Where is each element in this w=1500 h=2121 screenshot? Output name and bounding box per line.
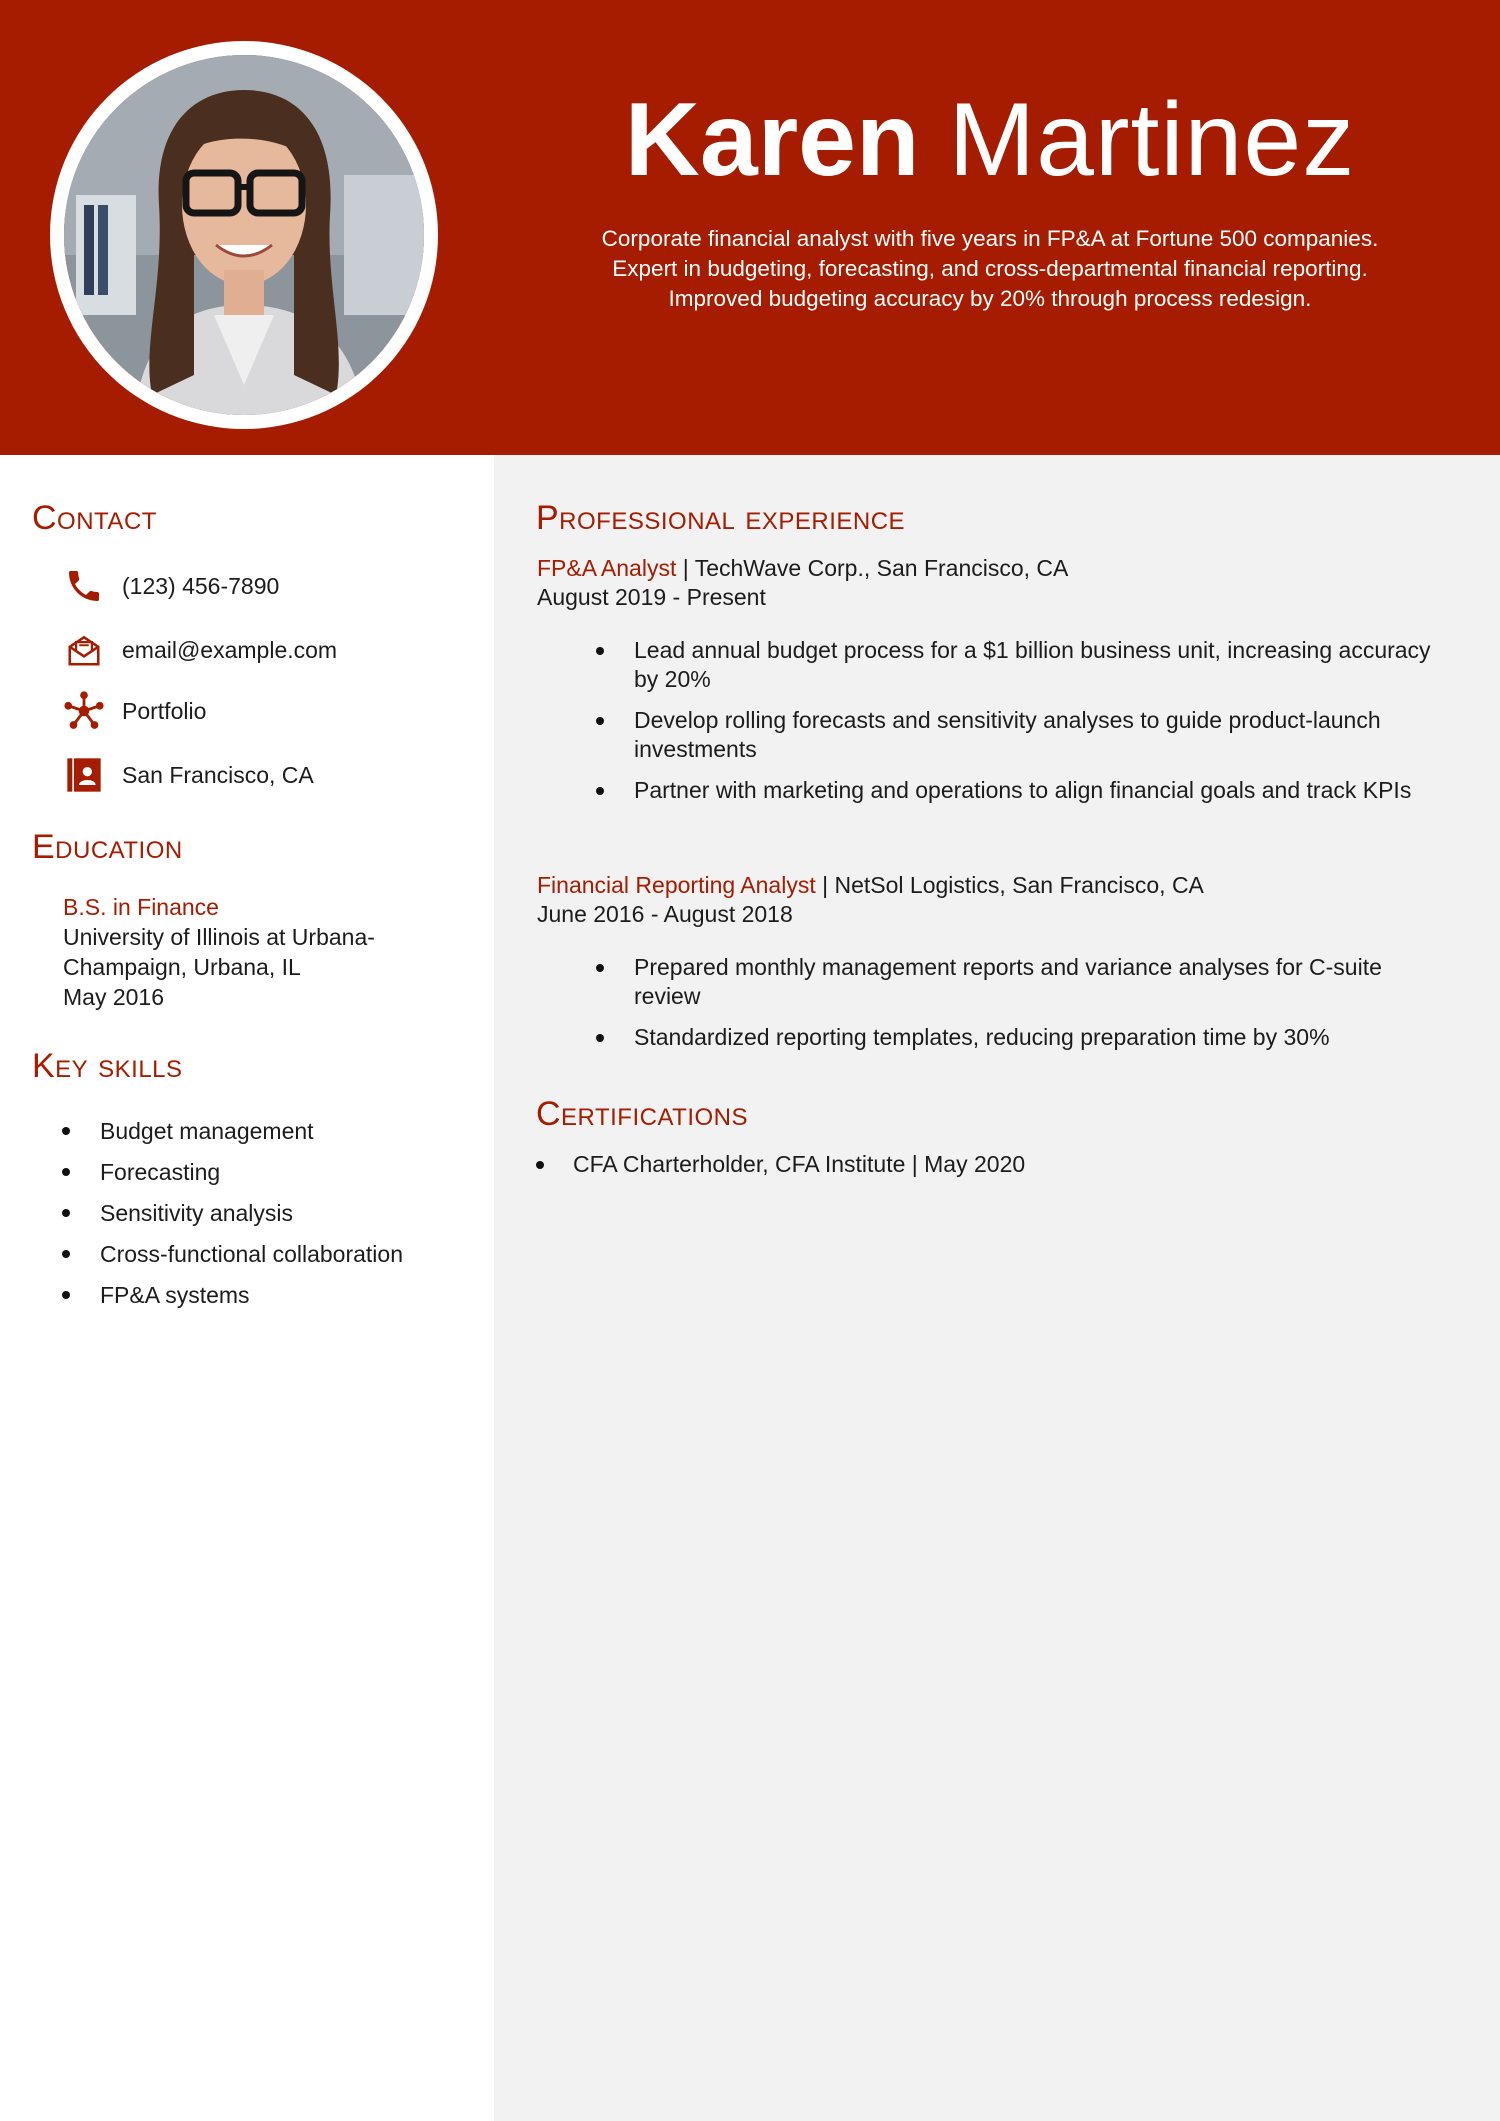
skill-item: FP&A systems	[62, 1275, 403, 1316]
job-bullet: Partner with marketing and operations to align financial goals and track KPIs	[594, 776, 1454, 805]
contact-location	[60, 751, 314, 799]
job-company: | TechWave Corp., San Francisco, CA	[676, 555, 1069, 581]
candidate-name	[560, 80, 1420, 200]
contact-email	[60, 626, 337, 674]
job-dates: August 2019 - Present	[537, 584, 766, 610]
job-bullet: Prepared monthly management reports and variance analyses for C-suite review	[594, 953, 1454, 1011]
job-bullet: Develop rolling forecasts and sensitivity analyses to guide product-launch investments	[594, 706, 1454, 764]
experience-heading: Professional experience	[536, 499, 906, 537]
education-school: University of Illinois at Urbana-	[63, 924, 375, 950]
skill-item: Budget management	[62, 1111, 403, 1152]
job-title: Financial Reporting Analyst	[537, 872, 816, 898]
skills-heading: Key skills	[32, 1047, 183, 1085]
summary-line: Improved budgeting accuracy by 20% through process redesign.	[668, 286, 1312, 311]
envelope-icon	[60, 626, 108, 674]
education-date: May 2016	[63, 984, 165, 1010]
education-entry	[63, 892, 463, 1012]
certifications-heading: Certifications	[536, 1095, 749, 1133]
summary-line: Corporate financial analyst with five years in FP&A at Fortune 500 companies.	[601, 226, 1379, 251]
phone-icon	[60, 562, 108, 610]
job-dates: June 2016 - August 2018	[537, 901, 793, 927]
first-name: Karen	[624, 82, 920, 198]
header-banner	[0, 0, 1500, 455]
job-title: FP&A Analyst	[537, 555, 677, 581]
job-header	[537, 871, 1204, 929]
certifications-list	[536, 1150, 1025, 1179]
profile-photo	[64, 55, 424, 415]
address-book-icon	[60, 751, 108, 799]
education-heading: Education	[32, 828, 183, 866]
profile-summary	[545, 224, 1435, 314]
job-header	[537, 554, 1068, 612]
certification-item: CFA Charterholder, CFA Institute | May 2020	[536, 1150, 1025, 1179]
education-degree: B.S. in Finance	[63, 894, 219, 920]
skill-item: Cross-functional collaboration	[62, 1234, 403, 1275]
contact-phone-text: (123) 456-7890	[122, 572, 280, 599]
profile-photo-frame	[50, 41, 438, 429]
skill-item: Sensitivity analysis	[62, 1193, 403, 1234]
job-company: | NetSol Logistics, San Francisco, CA	[815, 872, 1204, 898]
job-bullets	[594, 953, 1454, 1064]
skill-item: Forecasting	[62, 1152, 403, 1193]
contact-portfolio-text[interactable]: Portfolio	[122, 697, 207, 724]
contact-email-text[interactable]: email@example.com	[122, 636, 338, 663]
job-bullet: Standardized reporting templates, reducing preparation time by 30%	[594, 1023, 1454, 1052]
job-bullet: Lead annual budget process for a $1 billion business unit, increasing accuracy by 20%	[594, 636, 1454, 694]
last-name: Martinez	[948, 82, 1356, 198]
education-school-location: Champaign, Urbana, IL	[63, 954, 301, 980]
contact-location-text: San Francisco, CA	[122, 761, 314, 788]
network-icon	[60, 687, 108, 735]
contact-heading: Contact	[32, 499, 157, 537]
summary-line: Expert in budgeting, forecasting, and cross-departmental financial reporting.	[612, 256, 1368, 281]
contact-portfolio	[60, 687, 206, 735]
contact-phone	[60, 562, 279, 610]
skills-list	[62, 1111, 403, 1316]
job-bullets	[594, 636, 1454, 817]
